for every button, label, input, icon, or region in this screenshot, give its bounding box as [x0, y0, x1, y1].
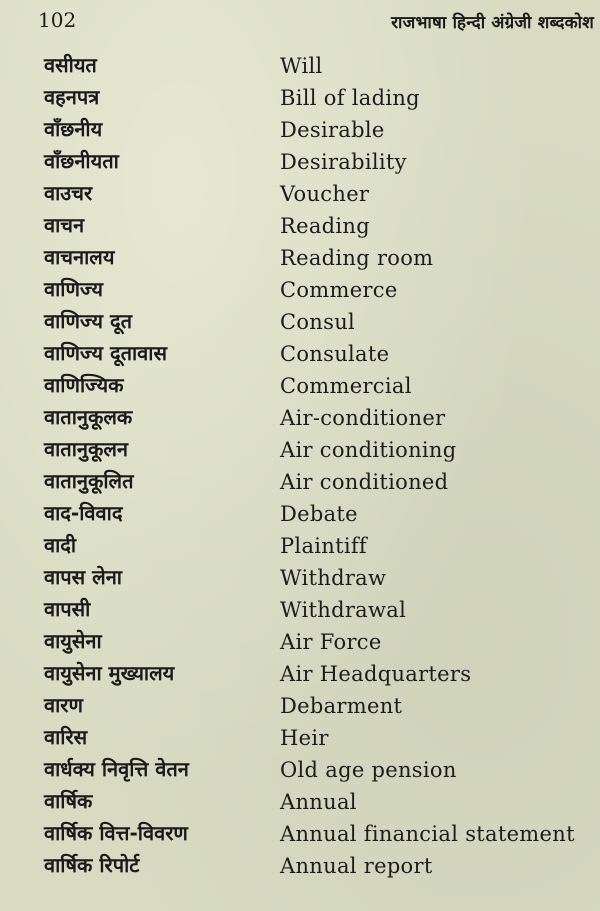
- english-term: Air-conditioner: [280, 406, 446, 430]
- hindi-term: वहनपत्र: [44, 85, 100, 109]
- running-head: राजभाषा हिन्दी अंग्रेजी शब्दकोश: [391, 13, 594, 33]
- hindi-term: वार्षिक वित्त-विवरण: [44, 821, 188, 845]
- hindi-term: वाँछनीयता: [44, 149, 119, 173]
- hindi-term: वातानुकूलित: [44, 469, 134, 493]
- entry-row: [0, 114, 600, 146]
- entry-row: [0, 210, 600, 242]
- page-number: 102: [38, 8, 77, 32]
- english-term: Consulate: [280, 342, 390, 366]
- hindi-term: वाणिज्यिक: [44, 373, 124, 397]
- entry-row: [0, 274, 600, 306]
- entry-row: [0, 722, 600, 754]
- hindi-term: वातानुकूलन: [44, 437, 128, 461]
- english-term: Reading: [280, 214, 370, 238]
- english-term: Withdrawal: [280, 598, 407, 622]
- hindi-term: वसीयत: [44, 53, 97, 77]
- english-term: Commerce: [280, 278, 398, 302]
- entry-row: [0, 690, 600, 722]
- english-term: Voucher: [280, 182, 370, 206]
- hindi-term: वाचनालय: [44, 245, 115, 269]
- hindi-term: वाद-विवाद: [44, 501, 123, 525]
- hindi-term: वारण: [44, 693, 83, 717]
- hindi-term: वारिस: [44, 725, 88, 749]
- entry-row: [0, 338, 600, 370]
- english-term: Desirable: [280, 118, 385, 142]
- hindi-term: वाउचर: [44, 181, 93, 205]
- entry-row: [0, 626, 600, 658]
- entry-row: [0, 402, 600, 434]
- entry-row: [0, 178, 600, 210]
- english-term: Annual report: [280, 854, 433, 878]
- english-term: Will: [280, 54, 323, 78]
- entry-row: [0, 466, 600, 498]
- hindi-term: वाँछनीय: [44, 117, 103, 141]
- hindi-term: वार्षिक रिपोर्ट: [44, 853, 140, 877]
- hindi-term: वाचन: [44, 213, 85, 237]
- entry-row: [0, 818, 600, 850]
- entry-row: [0, 370, 600, 402]
- entry-row: [0, 850, 600, 882]
- hindi-term: वार्धक्य निवृत्ति वेतन: [44, 757, 189, 781]
- entry-list: [0, 50, 600, 882]
- english-term: Desirability: [280, 150, 407, 174]
- entry-row: [0, 82, 600, 114]
- english-term: Air conditioned: [280, 470, 449, 494]
- english-term: Annual financial statement: [280, 822, 575, 846]
- english-term: Old age pension: [280, 758, 457, 782]
- entry-row: [0, 434, 600, 466]
- english-term: Debarment: [280, 694, 403, 718]
- entry-row: [0, 562, 600, 594]
- hindi-term: वायुसेना मुख्यालय: [44, 661, 175, 685]
- english-term: Consul: [280, 310, 356, 334]
- entry-row: [0, 530, 600, 562]
- hindi-term: वाणिज्य: [44, 277, 103, 301]
- entry-row: [0, 754, 600, 786]
- english-term: Reading room: [280, 246, 434, 270]
- hindi-term: वापस लेना: [44, 565, 122, 589]
- hindi-term: वार्षिक: [44, 789, 93, 813]
- hindi-term: वायुसेना: [44, 629, 102, 653]
- english-term: Heir: [280, 726, 329, 750]
- hindi-term: वातानुकूलक: [44, 405, 133, 429]
- english-term: Commercial: [280, 374, 412, 398]
- entry-row: [0, 146, 600, 178]
- english-term: Debate: [280, 502, 358, 526]
- entry-row: [0, 498, 600, 530]
- hindi-term: वापसी: [44, 597, 91, 621]
- english-term: Withdraw: [280, 566, 387, 590]
- english-term: Plaintiff: [280, 534, 368, 558]
- english-term: Air Headquarters: [280, 662, 472, 686]
- entry-row: [0, 242, 600, 274]
- english-term: Air conditioning: [280, 438, 457, 462]
- entry-row: [0, 658, 600, 690]
- english-term: Annual: [280, 790, 357, 814]
- entry-row: [0, 306, 600, 338]
- hindi-term: वाणिज्य दूत: [44, 309, 132, 333]
- english-term: Air Force: [280, 630, 382, 654]
- entry-row: [0, 786, 600, 818]
- hindi-term: वाणिज्य दूतावास: [44, 341, 167, 365]
- english-term: Bill of lading: [280, 86, 420, 110]
- hindi-term: वादी: [44, 533, 77, 557]
- entry-row: [0, 50, 600, 82]
- entry-row: [0, 594, 600, 626]
